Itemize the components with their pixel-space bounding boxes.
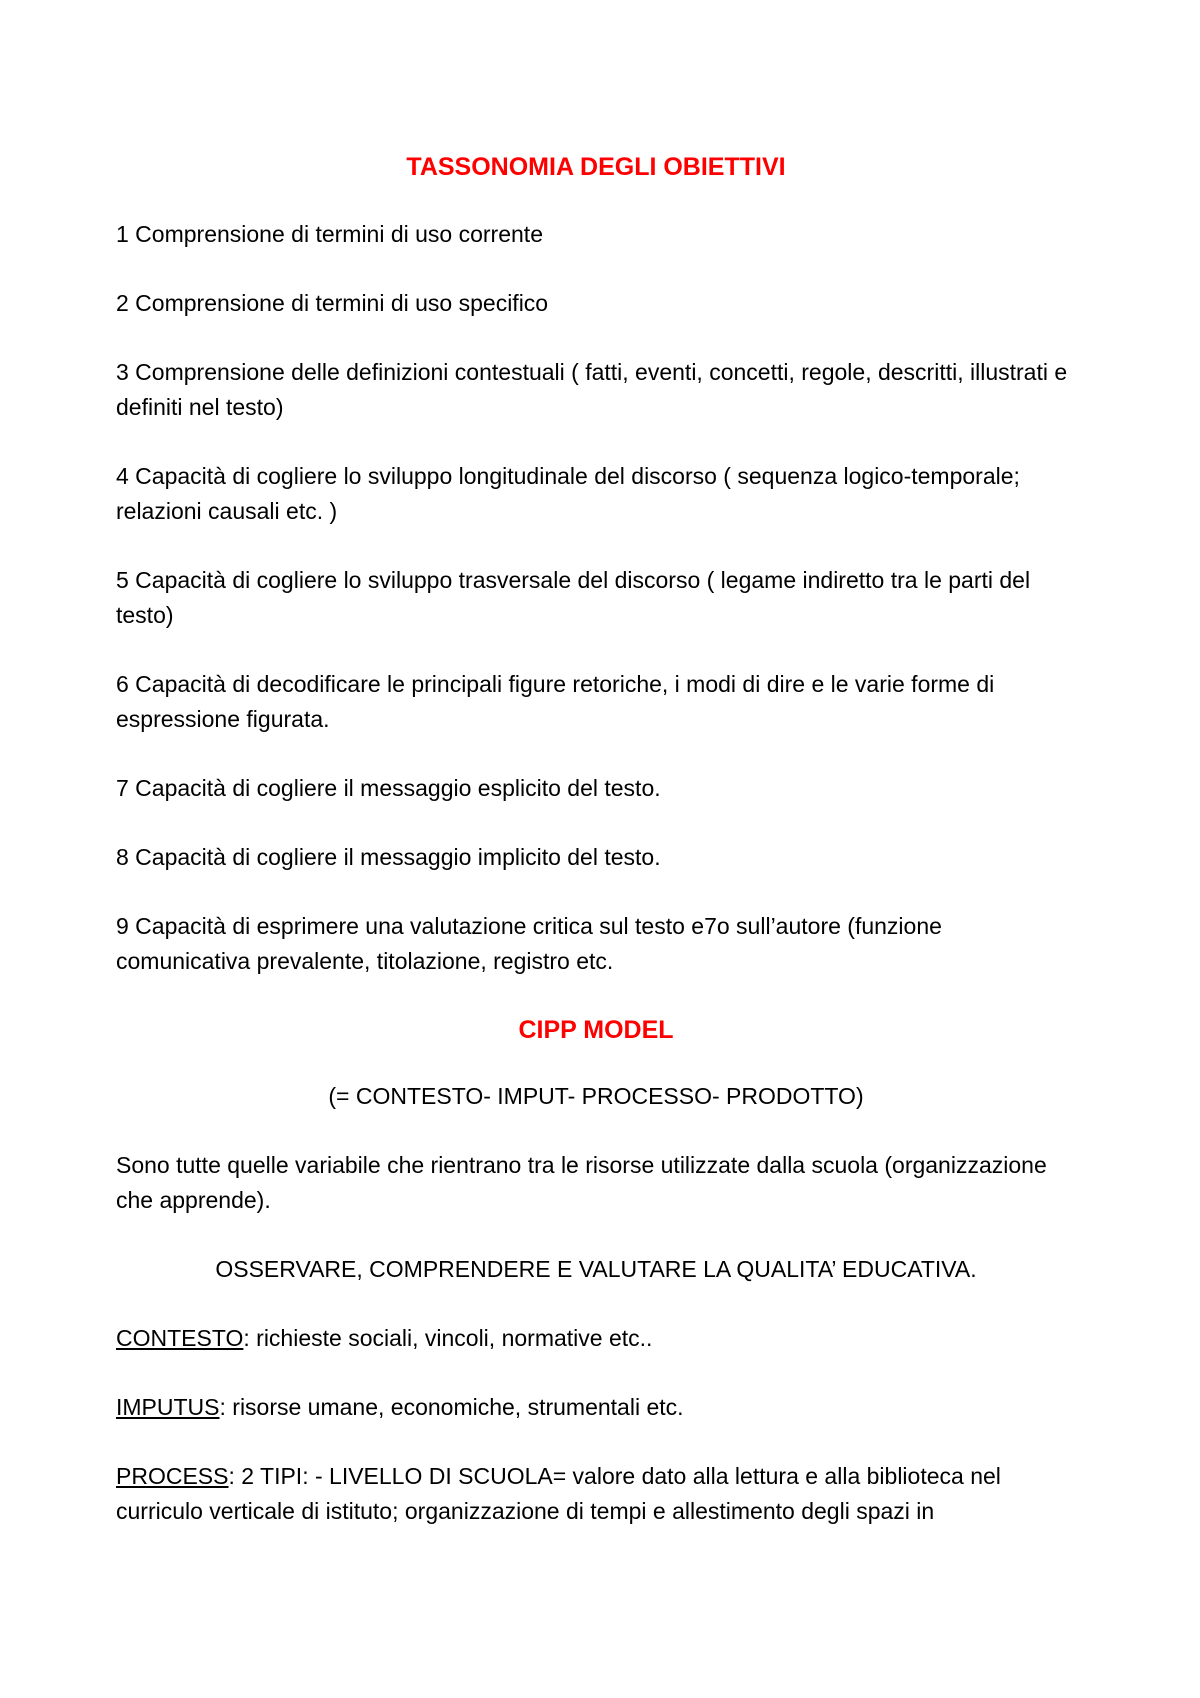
cipp-intro: Sono tutte quelle variabile che rientrano tra le risorse utilizzate dalla scuola (organizzazione che apprende). — [116, 1152, 1047, 1213]
contesto-text: : richieste sociali, vincoli, normative etc.. — [243, 1325, 653, 1351]
list-item: 6 Capacità di decodificare le principali figure retoriche, i modi di dire e le varie forme di espressione figurata. — [116, 671, 995, 732]
list-item: 9 Capacità di esprimere una valutazione critica sul testo e7o sull’autore (funzione comunicativa prevalente, titolazione, registro etc. — [116, 913, 942, 974]
list-item: 1 Comprensione di termini di uso corrente — [116, 221, 543, 247]
cipp-subtitle: (= CONTESTO- IMPUT- PROCESSO- PRODOTTO) — [328, 1083, 864, 1109]
list-item: 2 Comprensione di termini di uso specifico — [116, 290, 549, 316]
cipp-heading: OSSERVARE, COMPRENDERE E VALUTARE LA QUALITA’ EDUCATIVA. — [215, 1256, 977, 1282]
contesto-paragraph — [116, 1321, 1076, 1356]
list-item: 8 Capacità di cogliere il messaggio implicito del testo. — [116, 844, 661, 870]
list-item: 7 Capacità di cogliere il messaggio esplicito del testo. — [116, 775, 661, 801]
tassonomia-title: TASSONOMIA DEGLI OBIETTIVI — [406, 153, 786, 181]
imputus-paragraph — [116, 1390, 1076, 1425]
process-paragraph — [116, 1459, 1076, 1529]
contesto-term: CONTESTO — [116, 1325, 244, 1351]
list-item: 3 Comprensione delle definizioni contestuali ( fatti, eventi, concetti, regole, descritti, illustrati e definiti nel testo) — [116, 359, 1068, 420]
list-item: 5 Capacità di cogliere lo sviluppo trasversale del discorso ( legame indiretto tra le parti del testo) — [116, 567, 1031, 628]
tassonomia-list — [116, 217, 1076, 979]
imputus-term: IMPUTUS — [116, 1394, 220, 1420]
imputus-text: : risorse umane, economiche, strumentali etc. — [219, 1394, 684, 1420]
process-term: PROCESS — [116, 1463, 229, 1489]
list-item: 4 Capacità di cogliere lo sviluppo longitudinale del discorso ( sequenza logico-temporale; relazioni causali etc. ) — [116, 463, 1020, 524]
cipp-title: CIPP MODEL — [518, 1016, 674, 1044]
process-text: : 2 TIPI: - LIVELLO DI SCUOLA= valore dato alla lettura e alla biblioteca nel curriculo verticale di istituto; organizzazione di tempi e allestimento degli spazi in — [116, 1463, 1001, 1524]
